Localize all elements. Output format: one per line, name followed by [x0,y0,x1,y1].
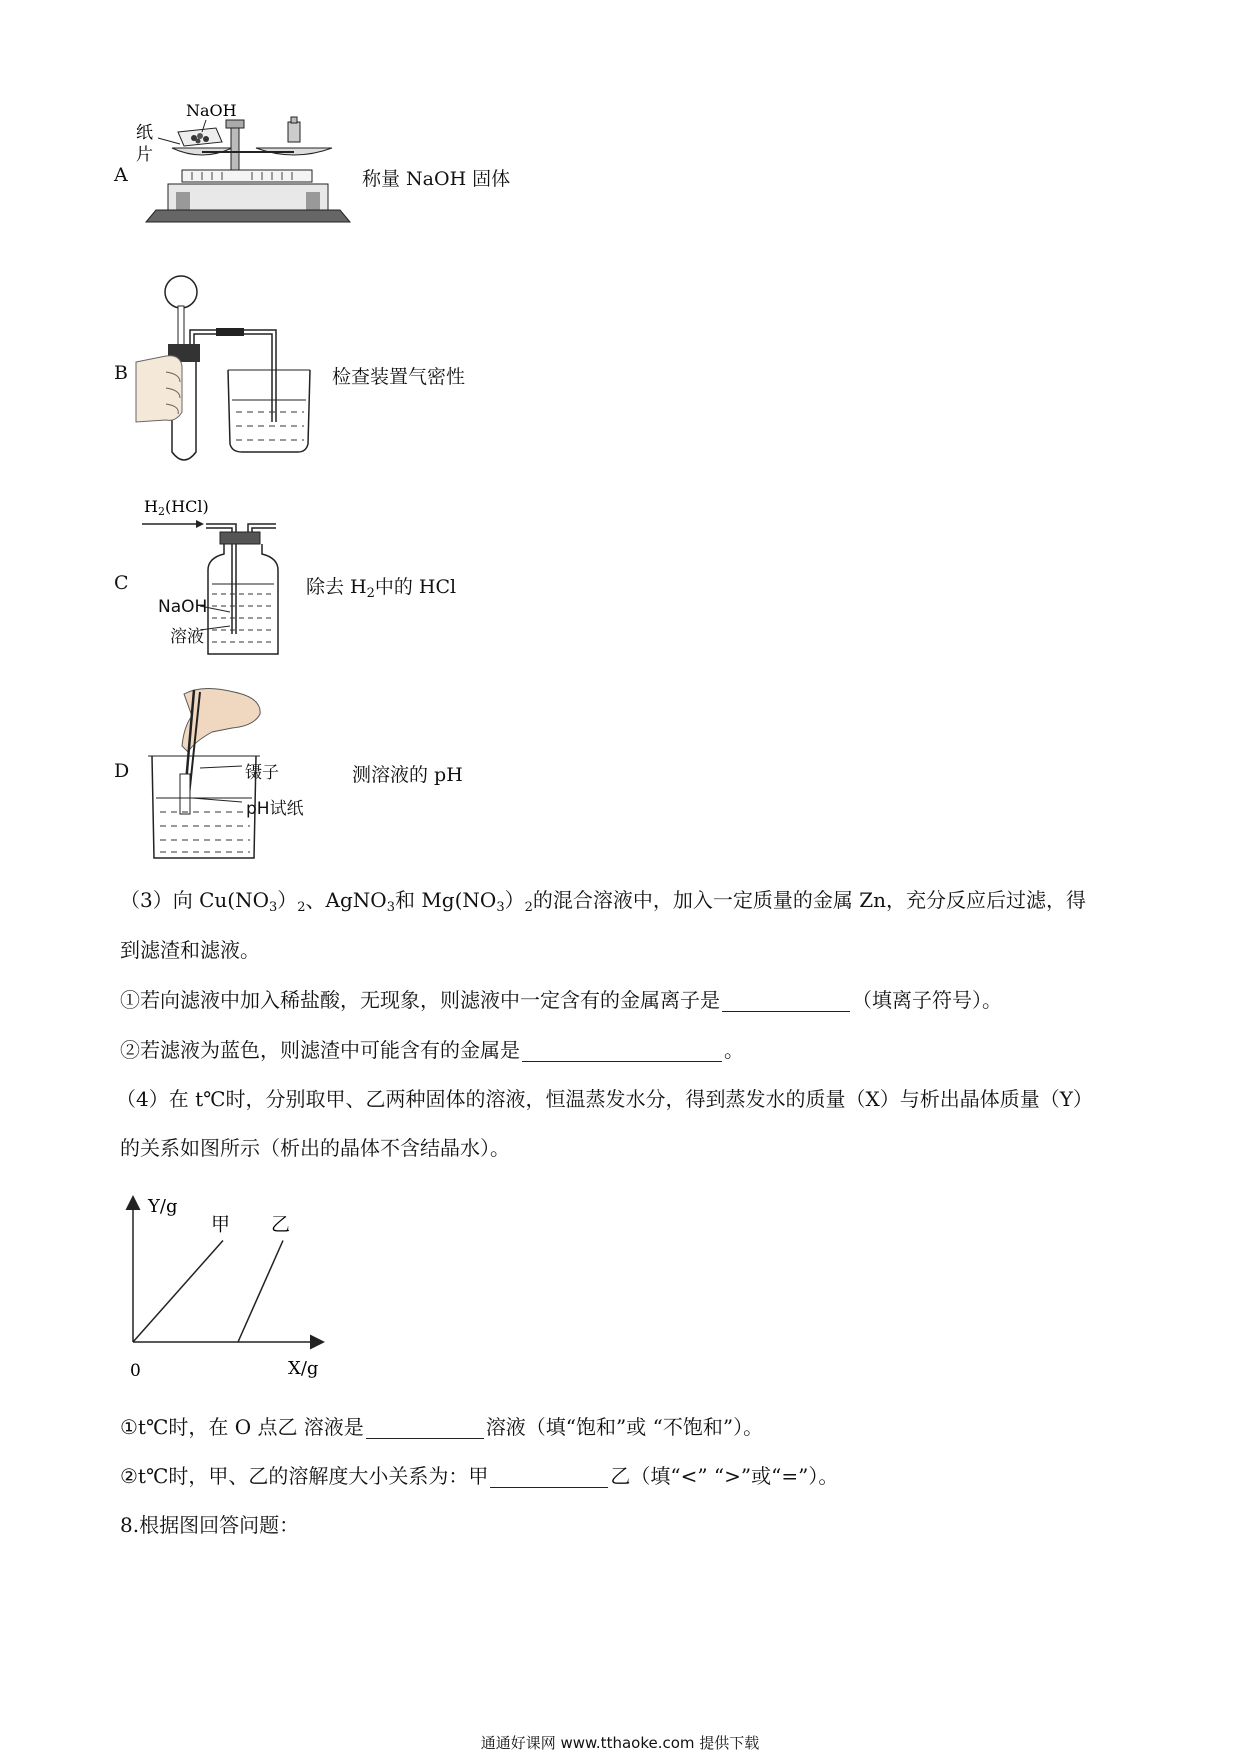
q3-sub1 [120,988,1002,1012]
paper-label-2: 片 [136,145,153,165]
q4-line1: （4）在 t℃时，分别取甲、乙两种固体的溶液，恒温蒸发水分，得到蒸发水的质量（X）与析出晶体质量（Y） [116,1087,1093,1111]
option-b-caption: 检查装置气密性 [332,366,466,388]
naoh-label: NaOH [186,101,237,120]
q3-line2: 到滤渣和滤液。 [120,938,260,962]
q3-sub2-answer-blank[interactable] [522,1041,722,1062]
q3-sub1-answer-blank[interactable] [722,991,850,1012]
q4-sub2 [120,1464,838,1488]
airtightness-apparatus [136,272,336,472]
option-c-caption-pre: 除去 H [306,576,367,598]
q4-sub1-answer-blank[interactable] [366,1418,484,1439]
q3-sub-1: 3 [268,900,278,915]
q3-sub-2: 2 [297,900,306,915]
ph-paper-label: pH试纸 [246,799,304,819]
option-d-letter: D [114,760,130,782]
series-label-2: 乙 [271,1213,291,1236]
q3-text-e: ） [504,888,525,912]
q3-sub-4: 3 [496,900,505,915]
x-axis-label: X/g [288,1358,319,1379]
naoh-solution-label-1: NaOH [158,597,208,617]
q3-sub2-pre: ②若滤液为蓝色，则滤渣中可能含有的金属是 [120,1038,520,1062]
option-c-caption-post: 中的 HCl [374,576,457,598]
q3-sub2-post: 。 [724,1038,744,1062]
paper-label-1: 纸 [136,123,153,143]
series-line-2 [238,1241,283,1343]
q4-sub1 [120,1415,763,1439]
option-c-caption [306,572,456,601]
q8-heading: 8.根据图回答问题： [120,1513,300,1537]
y-axis-label: Y/g [148,1196,178,1217]
option-b-letter: B [114,362,128,384]
q4-sub2-answer-blank[interactable] [490,1467,608,1488]
q4-line2: 的关系如图所示（析出的晶体不含结晶水）。 [120,1136,510,1160]
q3-text-b: ） [277,888,298,912]
option-a-caption: 称量 NaOH 固体 [362,168,511,190]
gas-label: H2(HCl) [144,497,209,518]
option-a-letter: A [114,164,128,186]
q4-sub2-post: 乙（填“<” “>”或“=”）。 [610,1464,839,1488]
option-c-letter: C [114,572,129,594]
evaporation-crystal-chart [108,1180,338,1380]
q3-text-d: 和 Mg(NO [394,888,497,912]
q3-text-c: 、AgNO [305,888,387,912]
tweezers-label: 镊子 [245,763,279,783]
q3-sub1-post: （填离子符号）。 [852,988,1002,1012]
q3-sub-5: 2 [524,900,533,915]
q3-text-f: 的混合溶液中，加入一定质量的金属 Zn，充分反应后过滤，得 [532,888,1087,912]
series-line-1 [133,1241,223,1343]
q4-sub2-pre: ②t℃时，甲、乙的溶解度大小关系为：甲 [120,1464,489,1488]
gas-washing-bottle [140,494,310,664]
q4-sub1-pre: ①t℃时，在 O 点乙 溶液是 [120,1415,364,1439]
q3-line1 [120,888,1086,916]
option-c-caption-sub: 2 [366,586,375,601]
option-d-caption: 测溶液的 pH [352,764,463,786]
origin-label: 0 [130,1361,141,1381]
series-label-1: 甲 [211,1213,231,1236]
q4-sub1-post: 溶液（填“饱和”或 “不饱和”）。 [485,1415,764,1439]
q3-sub-3: 3 [386,900,395,915]
balance-illustration [138,100,368,250]
ph-test-illustration [142,686,322,866]
q3-text-a: （3）向 Cu(NO [120,888,269,912]
q3-sub2 [120,1038,744,1062]
page-footer: 通通好课网 www.tthaoke.com 提供下载 [480,1734,760,1752]
naoh-solution-label-2: 溶液 [170,627,204,647]
q3-sub1-pre: ①若向滤液中加入稀盐酸，无现象，则滤液中一定含有的金属离子是 [120,988,720,1012]
